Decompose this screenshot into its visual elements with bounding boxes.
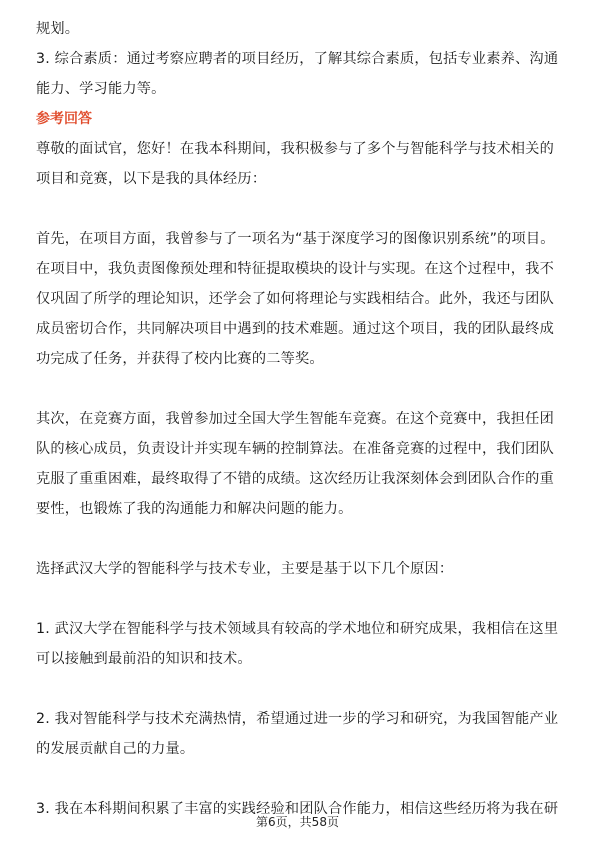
paragraph-line: 首先，在项目方面，我曾参与了一项名为“基于深度学习的图像识别系统”的项目。 bbox=[36, 231, 555, 247]
paragraph-line: 队的核心成员，负责设计并实现车辆的控制算法。在准备竞赛的过程中，我们团队 bbox=[36, 441, 554, 457]
paragraph-line: 仅巩固了所学的理论知识，还学会了如何将理论与实践相结合。此外，我还与团队 bbox=[36, 291, 554, 307]
answer-heading: 参考回答 bbox=[36, 111, 92, 127]
greeting-line: 尊敬的面试官，您好！在我本科期间，我积极参与了多个与智能科学与技术相关的 bbox=[36, 141, 554, 157]
reason-line: 3. 我在本科期间积累了丰富的实践经验和团队合作能力，相信这些经历将为我在研 bbox=[36, 801, 559, 817]
page-number: 第6页，共58页 bbox=[256, 815, 339, 829]
paragraph-line: 选择武汉大学的智能科学与技术专业，主要是基于以下几个原因： bbox=[36, 561, 454, 577]
paragraph-line: 在项目中，我负责图像预处理和特征提取模块的设计与实现。在这个过程中，我不 bbox=[36, 261, 554, 277]
reason-line: 2. 我对智能科学与技术充满热情，希望通过进一步的学习和研究，为我国智能产业 bbox=[36, 711, 559, 727]
paragraph-gap bbox=[36, 584, 562, 614]
paragraph-gap bbox=[36, 524, 562, 554]
reason-line: 的发展贡献自己的力量。 bbox=[36, 741, 195, 757]
paragraph-line: 成员密切合作，共同解决项目中遇到的技术难题。通过这个项目，我的团队最终成 bbox=[36, 321, 554, 337]
document-body bbox=[36, 14, 562, 824]
intro-line: 能力、学习能力等。 bbox=[36, 81, 166, 97]
paragraph-line: 功完成了任务，并获得了校内比赛的二等奖。 bbox=[36, 351, 324, 367]
paragraph-gap bbox=[36, 194, 562, 224]
paragraph-line: 其次，在竞赛方面，我曾参加过全国大学生智能车竞赛。在这个竞赛中，我担任团 bbox=[36, 411, 554, 427]
reason-line: 可以接触到最前沿的知识和技术。 bbox=[36, 651, 252, 667]
paragraph-line: 克服了重重困难，最终取得了不错的成绩。这次经历让我深刻体会到团队合作的重 bbox=[36, 471, 554, 487]
intro-line: 3. 综合素质：通过考察应聘者的项目经历，了解其综合素质，包括专业素养、沟通 bbox=[36, 51, 559, 67]
paragraph-gap bbox=[36, 674, 562, 704]
reason-line: 1. 武汉大学在智能科学与技术领域具有较高的学术地位和研究成果，我相信在这里 bbox=[36, 621, 559, 637]
greeting-line: 项目和竞赛，以下是我的具体经历： bbox=[36, 171, 267, 187]
paragraph-gap bbox=[36, 764, 562, 794]
paragraph-line: 要性，也锻炼了我的沟通能力和解决问题的能力。 bbox=[36, 501, 353, 517]
paragraph-gap bbox=[36, 374, 562, 404]
intro-line: 规划。 bbox=[36, 21, 80, 37]
